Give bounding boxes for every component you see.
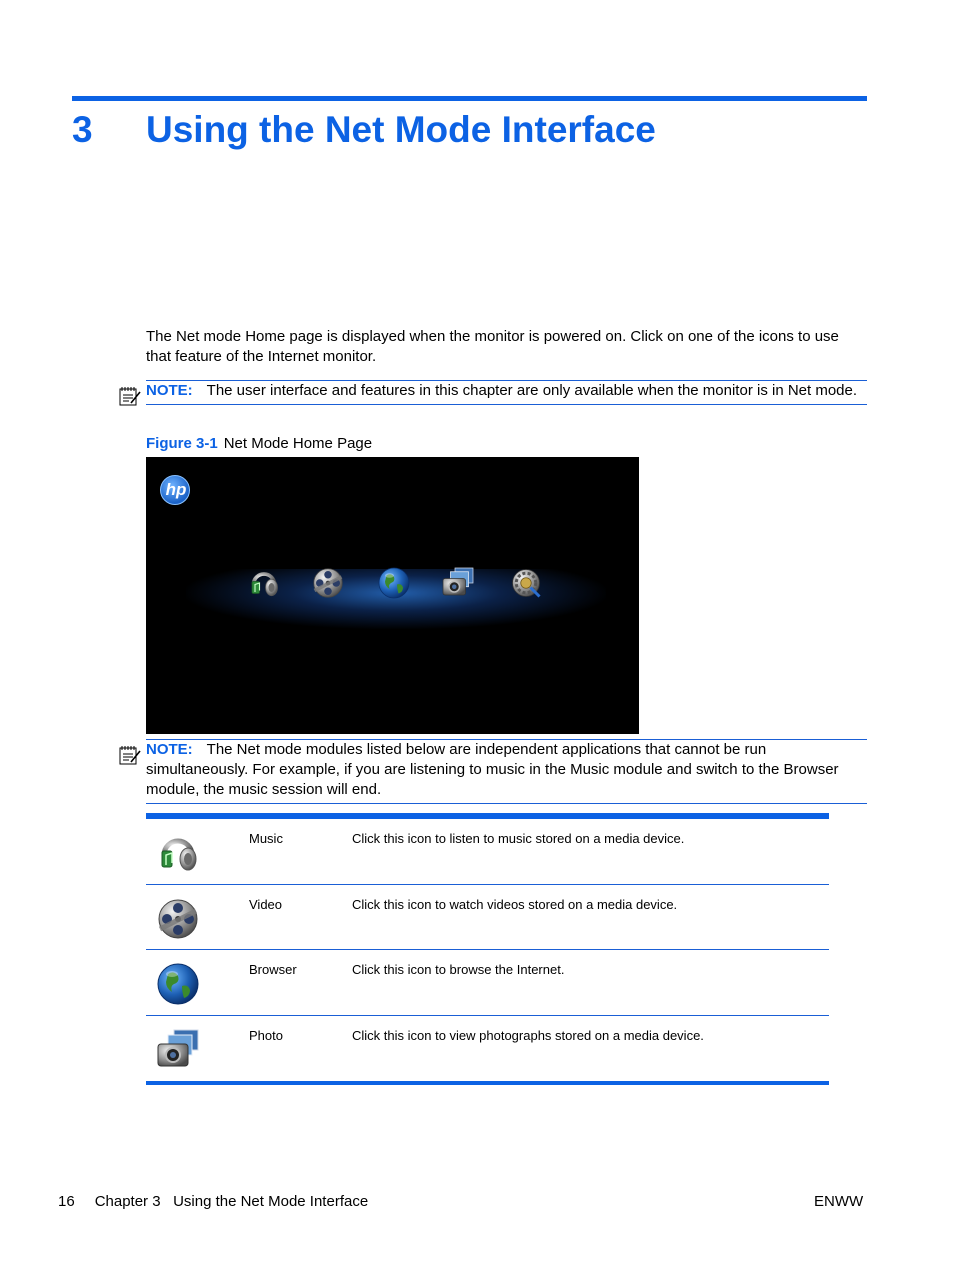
module-name: Browser [249,962,297,977]
settings-icon [508,565,544,601]
net-mode-home-screenshot [146,457,639,734]
footer-left [58,1192,368,1212]
photo-icon [440,565,476,601]
chapter-rule [72,96,867,101]
footer-chapter: Chapter 3 Using the Net Mode Interface [94,1193,369,1210]
chapter-number: 3 [72,109,93,150]
note-icon [119,745,141,765]
figure-caption [146,434,372,454]
module-description: Click this icon to listen to music stored on a media device. [352,831,685,846]
figure-label: Figure 3-1 [146,435,218,452]
module-table [146,813,829,1085]
table-row [146,1016,829,1082]
hp-logo-icon [160,475,190,505]
note-label: NOTE: [146,741,193,758]
chapter-title: Using the Net Mode Interface [146,109,656,150]
note-label: NOTE: [146,382,193,399]
film-reel-icon [154,895,202,943]
figure-title: Net Mode Home Page [223,435,373,452]
table-row [146,819,829,885]
module-description: Click this icon to browse the Internet. [352,962,565,977]
headphones-icon [154,829,202,877]
note-icon [119,386,141,406]
module-description: Click this icon to watch videos stored on a media device. [352,896,678,912]
module-description: Click this icon to view photographs stored on a media device. [352,1027,704,1043]
module-name: Video [249,896,283,912]
video-icon [310,565,346,601]
note-2 [146,739,867,804]
table-row [146,885,829,951]
module-name: Photo [249,1027,283,1043]
module-name: Music [249,831,283,846]
note-1 [146,380,867,405]
footer-right: ENWW [814,1193,864,1210]
hp-logo-text: hp [165,480,187,499]
note-text: The Net mode modules listed below are independent applications that cannot be run simultaneously. For example, if you are listening to music in the Music module and switch to the Browser module, the music session will end. [146,741,839,798]
table-row [146,950,829,1016]
browser-icon [376,565,412,601]
page-number: 16 [58,1193,75,1210]
camera-icon [154,1026,202,1074]
note-text: The user interface and features in this chapter are only available when the monitor is in Net mode. [206,382,858,399]
music-icon [246,565,282,601]
globe-icon [154,960,202,1008]
intro-paragraph: The Net mode Home page is displayed when the monitor is powered on. Click on one of the icons to use that feature of the Internet monitor. [146,328,839,365]
